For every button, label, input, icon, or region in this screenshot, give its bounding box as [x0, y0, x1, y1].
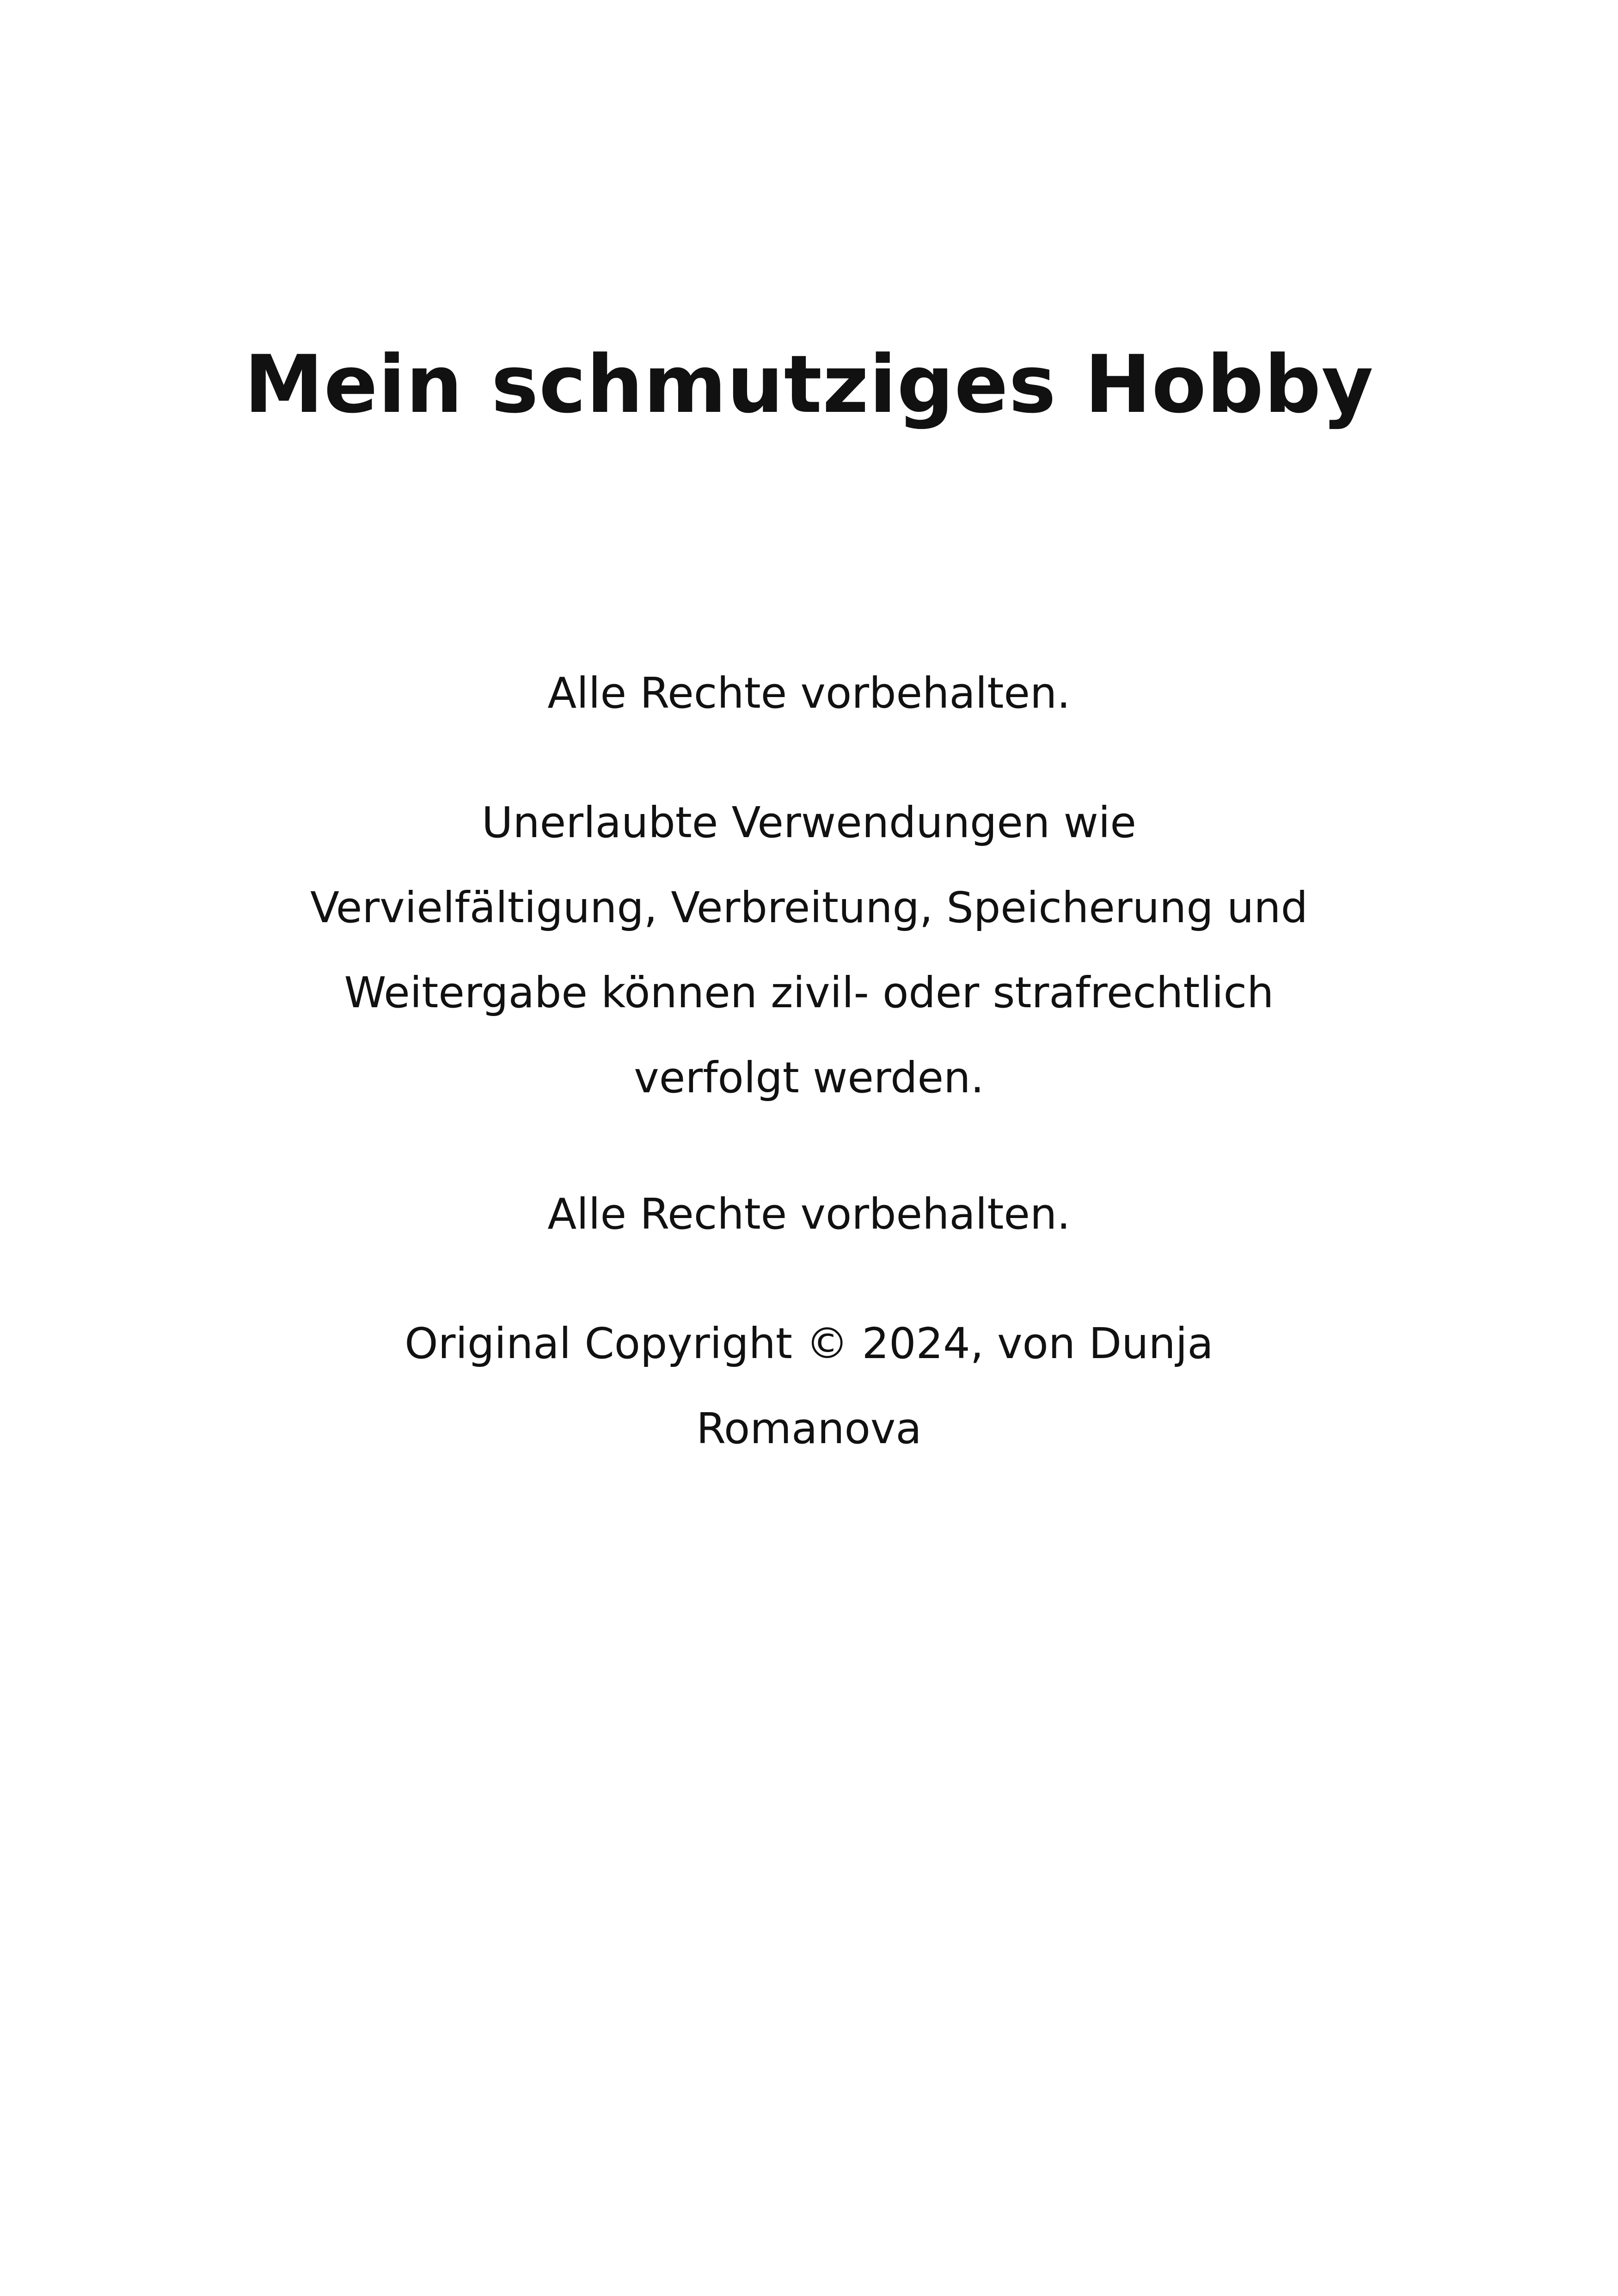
rights-notice-top: Alle Rechte vorbehalten. [547, 668, 1071, 718]
usage-warning-line: verfolgt werden. [634, 1053, 984, 1102]
copyright-notice [185, 1301, 1433, 1471]
usage-warning-line: Weitergabe können zivil- oder strafrechtlich [344, 968, 1274, 1017]
usage-warning-line: Unerlaubte Verwendungen wie [482, 798, 1136, 847]
copyright-line: Original Copyright © 2024, von Dunja [404, 1319, 1214, 1368]
book-title: Mein schmutziges Hobby [244, 338, 1374, 431]
copyright-line: Romanova [696, 1404, 922, 1453]
rights-notice-bottom: Alle Rechte vorbehalten. [547, 1189, 1071, 1239]
usage-warning [185, 780, 1433, 1120]
usage-warning-line: Vervielfältigung, Verbreitung, Speicherung und [310, 883, 1308, 932]
